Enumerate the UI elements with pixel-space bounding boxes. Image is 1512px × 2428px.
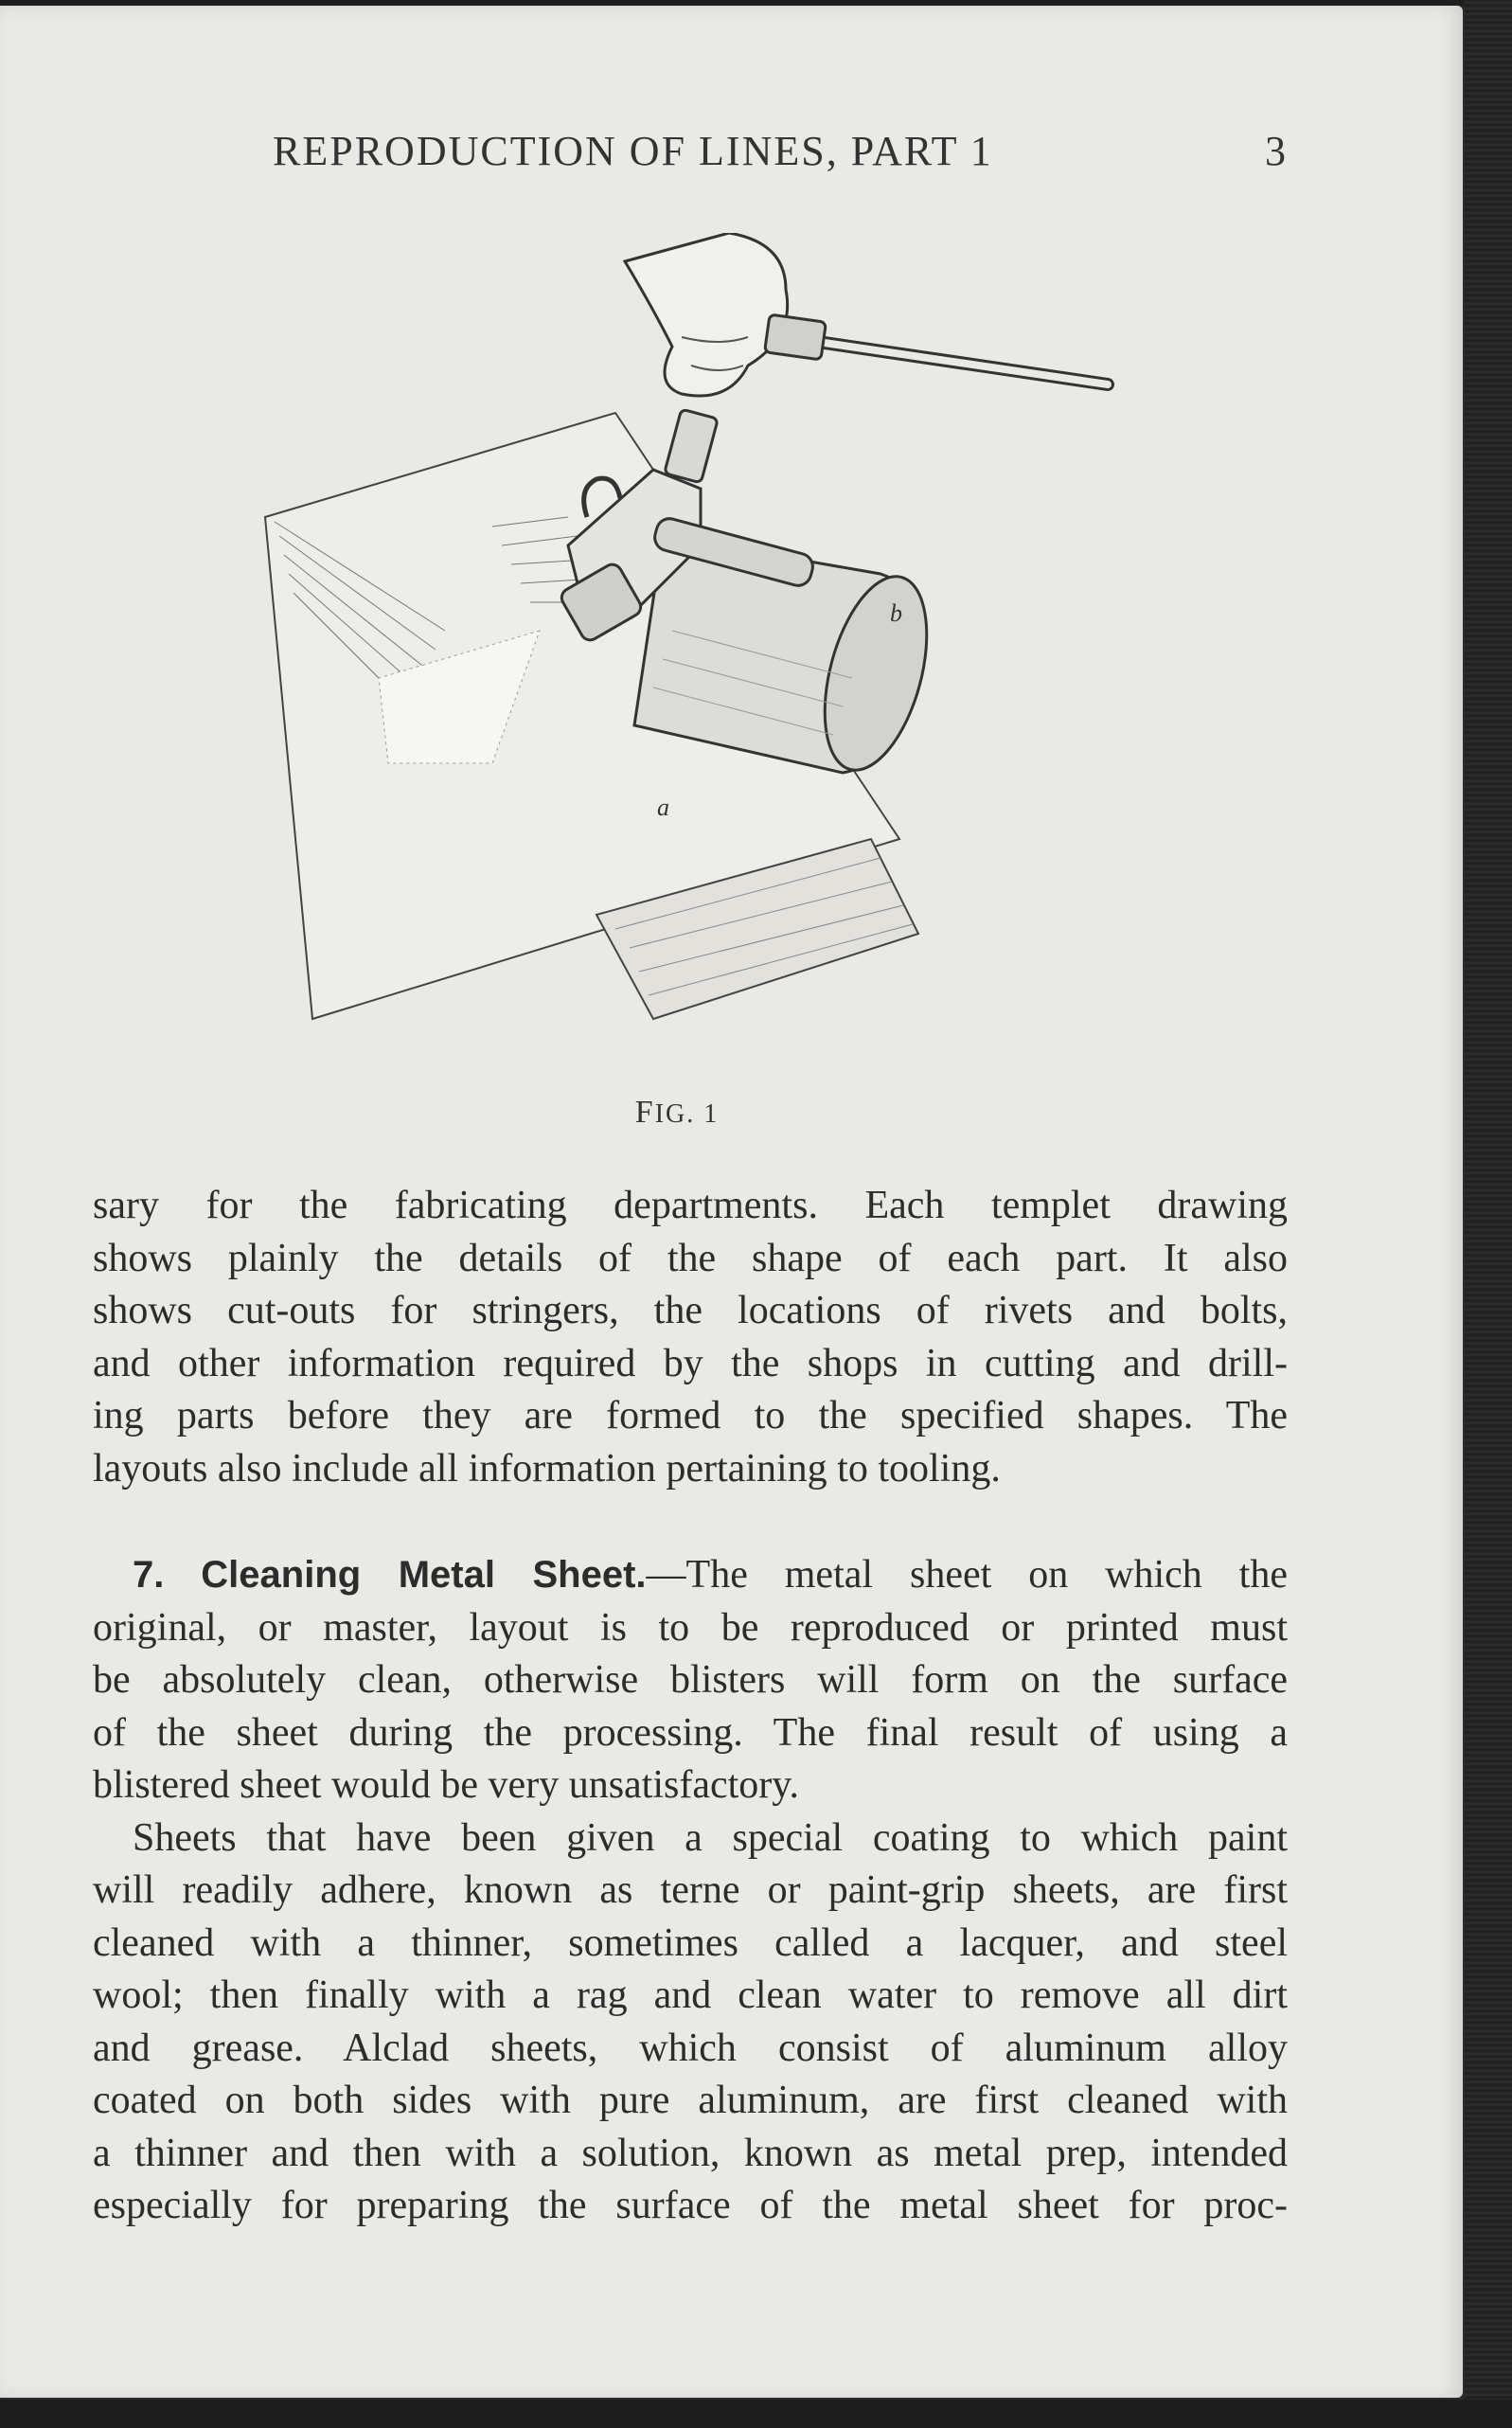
section-first-line-rest: —The metal sheet on which the (646, 1553, 1288, 1597)
section-title: Cleaning Metal Sheet. (201, 1554, 647, 1596)
paragraph-templet-drawing (93, 1180, 1288, 1495)
section-number: 7. (133, 1554, 165, 1596)
paragraph-line: shows plainly the details of the shape of each part. It also (93, 1236, 1288, 1280)
figure-label-b: b (890, 599, 902, 627)
figure-spray-gun-illustration (256, 233, 1165, 1076)
book-page (0, 6, 1463, 2398)
section-heading-line (93, 1549, 1288, 1602)
paragraph-line: and other information required by the shops in cutting and drill- (93, 1341, 1288, 1385)
paragraph-line: layouts also include all information pertaining to tooling. (93, 1446, 1001, 1491)
figure-label-a: a (657, 794, 669, 821)
running-head-title: REPRODUCTION OF LINES, PART 1 (273, 128, 993, 174)
air-hose (765, 314, 1108, 384)
paragraph-line: and grease. Alclad sheets, which consist of aluminum alloy (93, 2026, 1288, 2070)
paragraph-line: coated on both sides with pure aluminum, are first cleaned with (93, 2079, 1288, 2122)
paragraph-line: Sheets that have been given a special coating to which paint (133, 1815, 1288, 1860)
paragraph-line: of the sheet during the processing. The final result of using a (93, 1710, 1288, 1755)
paragraph-line: ing parts before they are formed to the specified shapes. The (93, 1394, 1288, 1437)
paragraph-line: will readily adhere, known as terne or paint-grip sheets, are first (93, 1868, 1288, 1912)
paragraph-line: cleaned with a thinner, sometimes called a lacquer, and steel (93, 1920, 1288, 1965)
paragraph-line: blistered sheet would be very unsatisfactory. (93, 1763, 800, 1807)
figure-caption-initial: F (634, 1095, 655, 1130)
page-number: 3 (1265, 128, 1286, 174)
scan-bottom-edge (0, 2400, 1512, 2428)
paragraph-line: wool; then finally with a rag and clean water to remove all dirt (93, 1973, 1288, 2017)
scan-right-edge (1465, 0, 1512, 2428)
hand-outline (625, 233, 788, 396)
figure-caption (0, 1095, 1354, 1131)
paragraph-line: shows cut-outs for stringers, the locations of rivets and bolts, (93, 1289, 1288, 1332)
paragraph-line: original, or master, layout is to be reproduced or printed must (93, 1605, 1288, 1650)
section-7-cleaning-metal-sheet (93, 1549, 1288, 2233)
spray-gun-drawing (256, 233, 1165, 1076)
paragraph-line: especially for preparing the surface of the metal sheet for proc- (93, 2184, 1288, 2227)
paragraph-line: sary for the fabricating departments. Each templet drawing (93, 1184, 1288, 1227)
paragraph-line: a thinner and then with a solution, known as metal prep, intended (93, 2131, 1288, 2175)
figure-caption-rest: IG. 1 (654, 1099, 720, 1129)
paragraph-line: be absolutely clean, otherwise blisters will form on the surface (93, 1658, 1288, 1702)
